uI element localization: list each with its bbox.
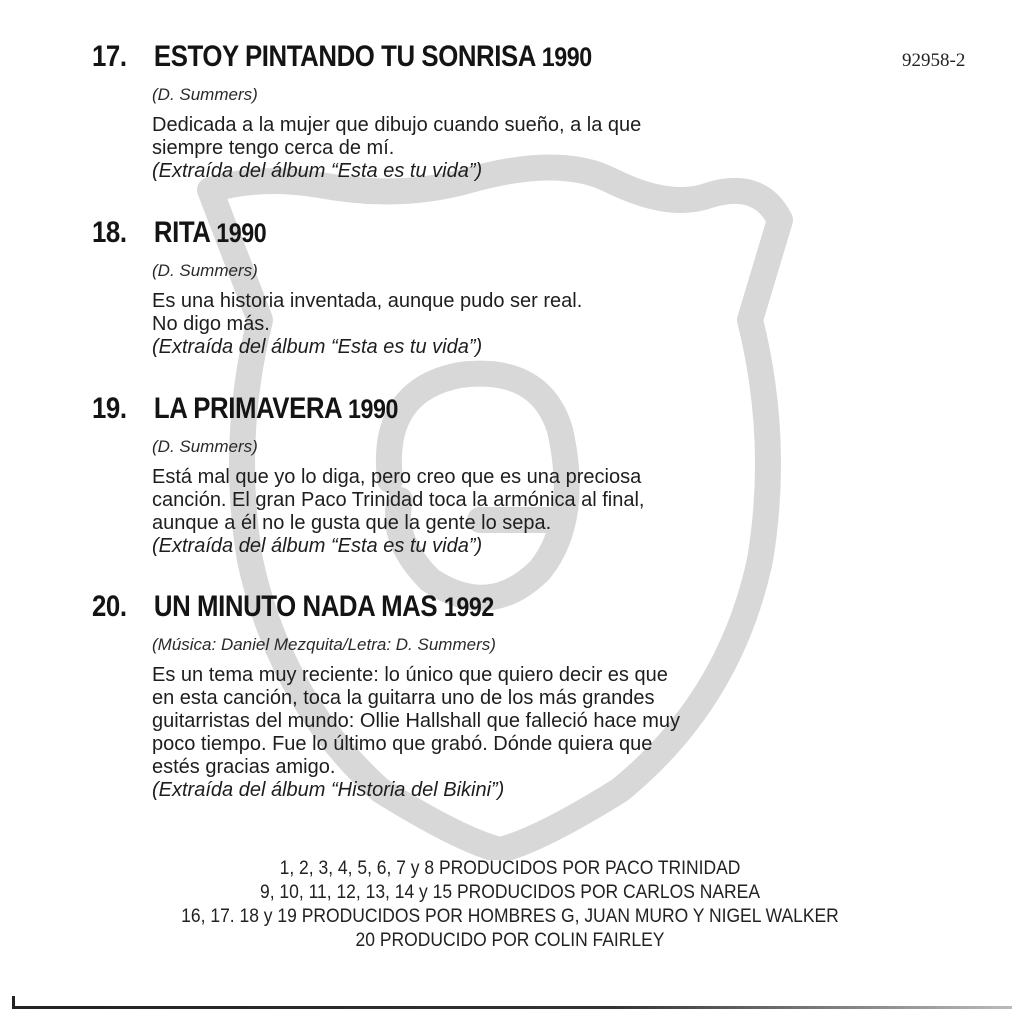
track-17 [92,40,673,183]
producer-line: 9, 10, 11, 12, 13, 14 y 15 PRODUCIDOS POR CARLOS NAREA [259,882,760,903]
description-line: No digo más. [152,313,270,335]
track-name: UN MINUTO NADA MAS [153,590,438,623]
track-title [92,392,567,426]
description-line: guitarristas del mundo: Ollie Hallshall que falleció hace muy [152,710,681,732]
track-year: 1992 [443,592,494,622]
track-year: 1990 [348,394,398,424]
track-name: RITA [153,216,210,249]
track-name: ESTOY PINTANDO TU SONRISA [153,40,536,73]
description-line: siempre tengo cerca de mí. [152,137,395,159]
track-year: 1990 [541,42,592,72]
track-album: (Extraída del álbum “Esta es tu vida”) [152,160,483,182]
track-18 [92,216,582,359]
producer-line: 16, 17. 18 y 19 PRODUCIDOS POR HOMBRES G, JUAN MURO Y NIGEL WALKER [181,906,839,927]
track-title [92,590,598,624]
track-number: 17. [92,40,127,73]
description-line: Está mal que yo lo diga, pero creo que es una preciosa [152,466,642,488]
description-line: aunque a él no le gusta que la gente lo sepa. [152,512,552,534]
track-description [152,114,673,160]
description-line: Es un tema muy reciente: lo único que quiero decir es que [152,664,668,686]
track-credit: (D. Summers) [152,85,258,104]
description-line: poco tiempo. Fue lo último que grabó. Dónde quiera que [152,733,653,755]
track-description [152,290,582,336]
track-album: (Extraída del álbum “Esta es tu vida”) [152,535,483,557]
track-name: LA PRIMAVERA [153,392,342,425]
track-title [92,216,514,250]
description-line: canción. El gran Paco Trinidad toca la armónica al final, [152,489,645,511]
track-credit: (D. Summers) [152,261,258,280]
catalog-number: 92958-2 [902,50,966,71]
track-number: 18. [92,216,127,249]
description-line: en esta canción, toca la guitarra uno de los más grandes [152,687,655,709]
track-20 [92,590,680,802]
producer-line: 1, 2, 3, 4, 5, 6, 7 y 8 PRODUCIDOS POR PACO TRINIDAD [279,858,741,879]
track-year: 1990 [216,218,267,248]
track-album: (Extraída del álbum “Historia del Bikini”) [152,779,505,801]
track-19 [92,392,645,558]
track-credit: (Música: Daniel Mezquita/Letra: D. Summers) [152,635,496,654]
track-description [152,664,680,779]
producer-line: 20 PRODUCIDO POR COLIN FAIRLEY [355,930,665,951]
track-title [92,40,592,74]
track-album: (Extraída del álbum “Esta es tu vida”) [152,336,483,358]
producer-credits [0,857,1020,953]
bottom-border-line [12,1006,1012,1009]
track-number: 20. [92,590,127,623]
description-line: Dedicada a la mujer que dibujo cuando sueño, a la que [152,114,642,136]
track-number: 19. [92,392,127,425]
description-line: estés gracias amigo. [152,756,336,778]
track-description [152,466,645,535]
description-line: Es una historia inventada, aunque pudo ser real. [152,290,583,312]
track-credit: (D. Summers) [152,437,258,456]
